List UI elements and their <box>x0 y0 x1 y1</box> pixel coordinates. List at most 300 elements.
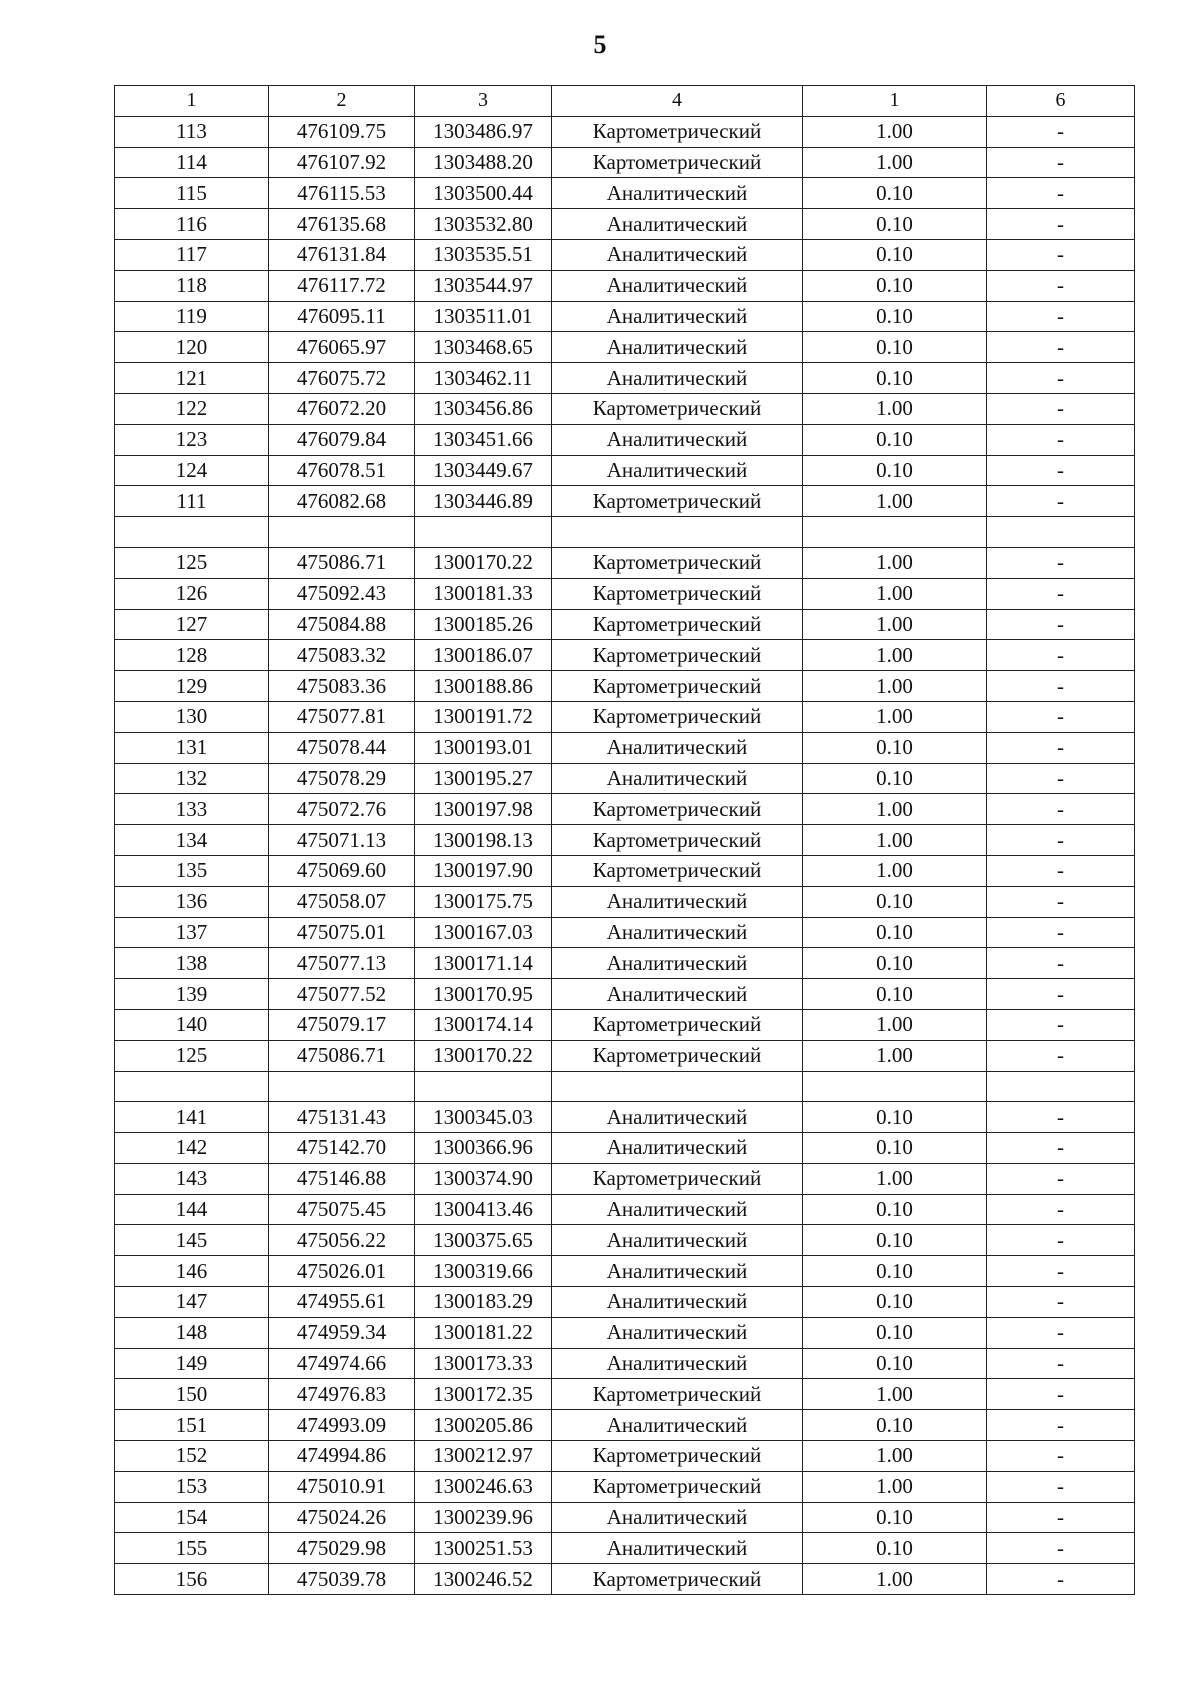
x-coordinate-cell <box>269 517 415 548</box>
point-number-cell: 135 <box>115 855 269 886</box>
accuracy-cell: 1.00 <box>803 1379 987 1410</box>
point-number-cell: 124 <box>115 455 269 486</box>
method-cell: Картометрический <box>552 794 803 825</box>
x-coordinate-cell: 475092.43 <box>269 578 415 609</box>
accuracy-cell: 0.10 <box>803 209 987 240</box>
method-cell: Аналитический <box>552 178 803 209</box>
table-row <box>115 671 1135 702</box>
table-row <box>115 1194 1135 1225</box>
accuracy-cell: 1.00 <box>803 1564 987 1595</box>
x-coordinate-cell: 476065.97 <box>269 332 415 363</box>
accuracy-cell: 0.10 <box>803 239 987 270</box>
accuracy-cell: 0.10 <box>803 1225 987 1256</box>
y-coordinate-cell: 1300205.86 <box>415 1410 552 1441</box>
note-cell: - <box>987 1317 1135 1348</box>
x-coordinate-cell: 475077.52 <box>269 979 415 1010</box>
x-coordinate-cell: 475079.17 <box>269 1009 415 1040</box>
y-coordinate-cell: 1303488.20 <box>415 147 552 178</box>
method-cell: Картометрический <box>552 825 803 856</box>
y-coordinate-cell: 1300251.53 <box>415 1533 552 1564</box>
y-coordinate-cell: 1300197.98 <box>415 794 552 825</box>
note-cell: - <box>987 1287 1135 1318</box>
x-coordinate-cell: 475142.70 <box>269 1133 415 1164</box>
table-row <box>115 363 1135 394</box>
table-header <box>115 86 1135 117</box>
point-number-cell: 142 <box>115 1133 269 1164</box>
note-cell: - <box>987 578 1135 609</box>
note-cell: - <box>987 1256 1135 1287</box>
table-row <box>115 1040 1135 1071</box>
y-coordinate-cell: 1300181.22 <box>415 1317 552 1348</box>
accuracy-cell: 1.00 <box>803 609 987 640</box>
note-cell: - <box>987 794 1135 825</box>
table-row <box>115 640 1135 671</box>
method-cell: Аналитический <box>552 979 803 1010</box>
y-coordinate-cell: 1303446.89 <box>415 486 552 517</box>
method-cell: Картометрический <box>552 393 803 424</box>
x-coordinate-cell: 476107.92 <box>269 147 415 178</box>
method-cell <box>552 517 803 548</box>
y-coordinate-cell: 1300167.03 <box>415 917 552 948</box>
table-row <box>115 1225 1135 1256</box>
y-coordinate-cell <box>415 517 552 548</box>
method-cell: Аналитический <box>552 1256 803 1287</box>
y-coordinate-cell: 1300246.63 <box>415 1471 552 1502</box>
method-cell: Картометрический <box>552 578 803 609</box>
y-coordinate-cell: 1300413.46 <box>415 1194 552 1225</box>
table-row <box>115 270 1135 301</box>
point-number-cell: 155 <box>115 1533 269 1564</box>
note-cell: - <box>987 1009 1135 1040</box>
method-cell: Картометрический <box>552 1040 803 1071</box>
point-number-cell: 138 <box>115 948 269 979</box>
point-number-cell: 143 <box>115 1163 269 1194</box>
table-row <box>115 1533 1135 1564</box>
note-cell: - <box>987 948 1135 979</box>
point-number-cell: 137 <box>115 917 269 948</box>
x-coordinate-cell: 475029.98 <box>269 1533 415 1564</box>
header-cell-col-5: 1 <box>803 86 987 117</box>
method-cell: Аналитический <box>552 886 803 917</box>
accuracy-cell: 1.00 <box>803 578 987 609</box>
table-row <box>115 609 1135 640</box>
accuracy-cell: 1.00 <box>803 116 987 147</box>
table-row <box>115 855 1135 886</box>
accuracy-cell: 0.10 <box>803 1194 987 1225</box>
note-cell: - <box>987 609 1135 640</box>
y-coordinate-cell: 1300170.22 <box>415 1040 552 1071</box>
accuracy-cell: 0.10 <box>803 1287 987 1318</box>
x-coordinate-cell: 475010.91 <box>269 1471 415 1502</box>
x-coordinate-cell: 474976.83 <box>269 1379 415 1410</box>
point-number-cell: 146 <box>115 1256 269 1287</box>
y-coordinate-cell: 1300181.33 <box>415 578 552 609</box>
note-cell: - <box>987 455 1135 486</box>
note-cell: - <box>987 547 1135 578</box>
table-row <box>115 239 1135 270</box>
table-row <box>115 301 1135 332</box>
accuracy-cell: 0.10 <box>803 332 987 363</box>
header-cell-col-2: 2 <box>269 86 415 117</box>
accuracy-cell: 0.10 <box>803 979 987 1010</box>
table-row <box>115 332 1135 363</box>
table-row <box>115 1102 1135 1133</box>
accuracy-cell: 1.00 <box>803 825 987 856</box>
note-cell: - <box>987 363 1135 394</box>
y-coordinate-cell: 1300198.13 <box>415 825 552 856</box>
y-coordinate-cell: 1303486.97 <box>415 116 552 147</box>
point-number-cell: 115 <box>115 178 269 209</box>
point-number-cell: 125 <box>115 1040 269 1071</box>
y-coordinate-cell: 1300170.22 <box>415 547 552 578</box>
point-number-cell: 141 <box>115 1102 269 1133</box>
table-row <box>115 486 1135 517</box>
table-row <box>115 1441 1135 1472</box>
method-cell: Аналитический <box>552 1348 803 1379</box>
accuracy-cell: 1.00 <box>803 855 987 886</box>
note-cell: - <box>987 1348 1135 1379</box>
point-number-cell: 127 <box>115 609 269 640</box>
x-coordinate-cell: 474959.34 <box>269 1317 415 1348</box>
note-cell: - <box>987 640 1135 671</box>
note-cell: - <box>987 886 1135 917</box>
note-cell: - <box>987 1533 1135 1564</box>
point-number-cell: 133 <box>115 794 269 825</box>
table-row <box>115 917 1135 948</box>
accuracy-cell <box>803 517 987 548</box>
x-coordinate-cell: 474994.86 <box>269 1441 415 1472</box>
note-cell: - <box>987 1441 1135 1472</box>
point-number-cell: 123 <box>115 424 269 455</box>
table-row <box>115 1379 1135 1410</box>
table-body <box>115 116 1135 1594</box>
note-cell: - <box>987 1194 1135 1225</box>
y-coordinate-cell: 1300183.29 <box>415 1287 552 1318</box>
table-row <box>115 1256 1135 1287</box>
x-coordinate-cell: 475083.32 <box>269 640 415 671</box>
method-cell: Аналитический <box>552 301 803 332</box>
y-coordinate-cell: 1300172.35 <box>415 1379 552 1410</box>
y-coordinate-cell: 1300212.97 <box>415 1441 552 1472</box>
accuracy-cell: 0.10 <box>803 1256 987 1287</box>
note-cell: - <box>987 1410 1135 1441</box>
x-coordinate-cell: 474993.09 <box>269 1410 415 1441</box>
x-coordinate-cell: 476082.68 <box>269 486 415 517</box>
y-coordinate-cell: 1300186.07 <box>415 640 552 671</box>
method-cell: Картометрический <box>552 1471 803 1502</box>
note-cell: - <box>987 486 1135 517</box>
accuracy-cell: 0.10 <box>803 270 987 301</box>
x-coordinate-cell: 475084.88 <box>269 609 415 640</box>
y-coordinate-cell: 1303468.65 <box>415 332 552 363</box>
y-coordinate-cell <box>415 1071 552 1102</box>
x-coordinate-cell: 475078.29 <box>269 763 415 794</box>
point-number-cell: 149 <box>115 1348 269 1379</box>
accuracy-cell: 0.10 <box>803 886 987 917</box>
method-cell: Картометрический <box>552 855 803 886</box>
table-row <box>115 547 1135 578</box>
method-cell: Картометрический <box>552 1441 803 1472</box>
x-coordinate-cell: 475131.43 <box>269 1102 415 1133</box>
accuracy-cell: 0.10 <box>803 178 987 209</box>
note-cell: - <box>987 393 1135 424</box>
y-coordinate-cell: 1303511.01 <box>415 301 552 332</box>
table-row <box>115 116 1135 147</box>
y-coordinate-cell: 1300174.14 <box>415 1009 552 1040</box>
point-number-cell: 154 <box>115 1502 269 1533</box>
x-coordinate-cell: 476075.72 <box>269 363 415 394</box>
note-cell: - <box>987 1102 1135 1133</box>
accuracy-cell: 1.00 <box>803 794 987 825</box>
point-number-cell <box>115 1071 269 1102</box>
accuracy-cell: 1.00 <box>803 393 987 424</box>
point-number-cell: 151 <box>115 1410 269 1441</box>
table-row <box>115 1502 1135 1533</box>
table-row <box>115 794 1135 825</box>
x-coordinate-cell: 475077.13 <box>269 948 415 979</box>
method-cell: Картометрический <box>552 609 803 640</box>
accuracy-cell: 1.00 <box>803 1040 987 1071</box>
point-number-cell: 129 <box>115 671 269 702</box>
point-number-cell: 156 <box>115 1564 269 1595</box>
method-cell: Аналитический <box>552 948 803 979</box>
accuracy-cell: 1.00 <box>803 147 987 178</box>
note-cell: - <box>987 763 1135 794</box>
x-coordinate-cell: 476079.84 <box>269 424 415 455</box>
table-row <box>115 732 1135 763</box>
accuracy-cell: 1.00 <box>803 1441 987 1472</box>
table-row <box>115 701 1135 732</box>
header-cell-col-3: 3 <box>415 86 552 117</box>
accuracy-cell: 1.00 <box>803 1163 987 1194</box>
y-coordinate-cell: 1300195.27 <box>415 763 552 794</box>
note-cell: - <box>987 701 1135 732</box>
point-number-cell: 130 <box>115 701 269 732</box>
y-coordinate-cell: 1300170.95 <box>415 979 552 1010</box>
table-row <box>115 948 1135 979</box>
method-cell: Аналитический <box>552 363 803 394</box>
header-cell-col-4: 4 <box>552 86 803 117</box>
accuracy-cell: 1.00 <box>803 547 987 578</box>
method-cell: Аналитический <box>552 332 803 363</box>
y-coordinate-cell: 1300173.33 <box>415 1348 552 1379</box>
x-coordinate-cell: 476072.20 <box>269 393 415 424</box>
point-number-cell: 125 <box>115 547 269 578</box>
accuracy-cell: 0.10 <box>803 948 987 979</box>
method-cell: Аналитический <box>552 209 803 240</box>
y-coordinate-cell: 1300171.14 <box>415 948 552 979</box>
method-cell: Аналитический <box>552 1102 803 1133</box>
y-coordinate-cell: 1300366.96 <box>415 1133 552 1164</box>
point-number-cell: 152 <box>115 1441 269 1472</box>
point-number-cell: 119 <box>115 301 269 332</box>
accuracy-cell: 0.10 <box>803 301 987 332</box>
note-cell: - <box>987 671 1135 702</box>
x-coordinate-cell: 475075.01 <box>269 917 415 948</box>
table-row <box>115 455 1135 486</box>
method-cell: Картометрический <box>552 671 803 702</box>
accuracy-cell: 1.00 <box>803 1471 987 1502</box>
note-cell: - <box>987 147 1135 178</box>
method-cell: Аналитический <box>552 732 803 763</box>
method-cell: Картометрический <box>552 486 803 517</box>
y-coordinate-cell: 1300185.26 <box>415 609 552 640</box>
x-coordinate-cell: 474955.61 <box>269 1287 415 1318</box>
table-row <box>115 1133 1135 1164</box>
accuracy-cell: 0.10 <box>803 1133 987 1164</box>
note-cell: - <box>987 1564 1135 1595</box>
note-cell: - <box>987 301 1135 332</box>
x-coordinate-cell <box>269 1071 415 1102</box>
point-number-cell: 131 <box>115 732 269 763</box>
method-cell: Картометрический <box>552 1163 803 1194</box>
method-cell: Аналитический <box>552 1225 803 1256</box>
table-row <box>115 1287 1135 1318</box>
note-cell: - <box>987 1163 1135 1194</box>
table-row <box>115 1317 1135 1348</box>
x-coordinate-cell: 476109.75 <box>269 116 415 147</box>
point-number-cell: 132 <box>115 763 269 794</box>
table-row <box>115 1564 1135 1595</box>
method-cell: Аналитический <box>552 763 803 794</box>
accuracy-cell: 0.10 <box>803 1348 987 1379</box>
point-number-cell: 147 <box>115 1287 269 1318</box>
y-coordinate-cell: 1303462.11 <box>415 363 552 394</box>
header-cell-col-6: 6 <box>987 86 1135 117</box>
y-coordinate-cell: 1300375.65 <box>415 1225 552 1256</box>
table-row <box>115 825 1135 856</box>
note-cell: - <box>987 825 1135 856</box>
method-cell: Аналитический <box>552 1410 803 1441</box>
note-cell: - <box>987 209 1135 240</box>
method-cell: Аналитический <box>552 1287 803 1318</box>
note-cell: - <box>987 239 1135 270</box>
x-coordinate-cell: 474974.66 <box>269 1348 415 1379</box>
x-coordinate-cell: 475083.36 <box>269 671 415 702</box>
method-cell: Аналитический <box>552 270 803 301</box>
separator-row <box>115 1071 1135 1102</box>
note-cell: - <box>987 979 1135 1010</box>
note-cell: - <box>987 732 1135 763</box>
table-row <box>115 1348 1135 1379</box>
point-number-cell: 122 <box>115 393 269 424</box>
x-coordinate-cell: 476115.53 <box>269 178 415 209</box>
accuracy-cell: 1.00 <box>803 640 987 671</box>
method-cell: Аналитический <box>552 917 803 948</box>
method-cell: Картометрический <box>552 640 803 671</box>
table-row <box>115 393 1135 424</box>
point-number-cell: 148 <box>115 1317 269 1348</box>
point-number-cell: 121 <box>115 363 269 394</box>
point-number-cell <box>115 517 269 548</box>
x-coordinate-cell: 475069.60 <box>269 855 415 886</box>
method-cell: Картометрический <box>552 1009 803 1040</box>
point-number-cell: 114 <box>115 147 269 178</box>
x-coordinate-cell: 475086.71 <box>269 1040 415 1071</box>
table-row <box>115 424 1135 455</box>
accuracy-cell: 0.10 <box>803 1410 987 1441</box>
table-row <box>115 1471 1135 1502</box>
x-coordinate-cell: 475058.07 <box>269 886 415 917</box>
y-coordinate-cell: 1300345.03 <box>415 1102 552 1133</box>
method-cell: Аналитический <box>552 1133 803 1164</box>
accuracy-cell: 0.10 <box>803 917 987 948</box>
accuracy-cell: 0.10 <box>803 363 987 394</box>
note-cell: - <box>987 855 1135 886</box>
method-cell: Аналитический <box>552 239 803 270</box>
point-number-cell: 120 <box>115 332 269 363</box>
y-coordinate-cell: 1303451.66 <box>415 424 552 455</box>
method-cell: Картометрический <box>552 1379 803 1410</box>
note-cell: - <box>987 1133 1135 1164</box>
note-cell: - <box>987 116 1135 147</box>
method-cell: Картометрический <box>552 116 803 147</box>
point-number-cell: 140 <box>115 1009 269 1040</box>
accuracy-cell: 1.00 <box>803 486 987 517</box>
x-coordinate-cell: 475071.13 <box>269 825 415 856</box>
method-cell: Аналитический <box>552 424 803 455</box>
table-row <box>115 178 1135 209</box>
accuracy-cell: 0.10 <box>803 455 987 486</box>
point-number-cell: 136 <box>115 886 269 917</box>
x-coordinate-cell: 475024.26 <box>269 1502 415 1533</box>
accuracy-cell: 1.00 <box>803 701 987 732</box>
accuracy-cell <box>803 1071 987 1102</box>
x-coordinate-cell: 475026.01 <box>269 1256 415 1287</box>
table-row <box>115 886 1135 917</box>
note-cell: - <box>987 1502 1135 1533</box>
accuracy-cell: 1.00 <box>803 1009 987 1040</box>
point-number-cell: 145 <box>115 1225 269 1256</box>
y-coordinate-cell: 1300188.86 <box>415 671 552 702</box>
point-number-cell: 139 <box>115 979 269 1010</box>
point-number-cell: 126 <box>115 578 269 609</box>
note-cell: - <box>987 332 1135 363</box>
note-cell <box>987 517 1135 548</box>
point-number-cell: 153 <box>115 1471 269 1502</box>
page-number: 5 <box>593 30 607 59</box>
point-number-cell: 113 <box>115 116 269 147</box>
note-cell: - <box>987 1225 1135 1256</box>
x-coordinate-cell: 475056.22 <box>269 1225 415 1256</box>
y-coordinate-cell: 1303544.97 <box>415 270 552 301</box>
y-coordinate-cell: 1303449.67 <box>415 455 552 486</box>
x-coordinate-cell: 475146.88 <box>269 1163 415 1194</box>
table-row <box>115 1163 1135 1194</box>
note-cell <box>987 1071 1135 1102</box>
method-cell: Аналитический <box>552 1502 803 1533</box>
accuracy-cell: 0.10 <box>803 1502 987 1533</box>
note-cell: - <box>987 1379 1135 1410</box>
method-cell: Аналитический <box>552 1533 803 1564</box>
point-number-cell: 134 <box>115 825 269 856</box>
y-coordinate-cell: 1303532.80 <box>415 209 552 240</box>
x-coordinate-cell: 476095.11 <box>269 301 415 332</box>
note-cell: - <box>987 178 1135 209</box>
accuracy-cell: 0.10 <box>803 763 987 794</box>
x-coordinate-cell: 476131.84 <box>269 239 415 270</box>
y-coordinate-cell: 1303456.86 <box>415 393 552 424</box>
accuracy-cell: 0.10 <box>803 424 987 455</box>
accuracy-cell: 0.10 <box>803 732 987 763</box>
y-coordinate-cell: 1300193.01 <box>415 732 552 763</box>
table-row <box>115 763 1135 794</box>
note-cell: - <box>987 270 1135 301</box>
x-coordinate-cell: 475077.81 <box>269 701 415 732</box>
point-number-cell: 118 <box>115 270 269 301</box>
accuracy-cell: 0.10 <box>803 1102 987 1133</box>
y-coordinate-cell: 1303500.44 <box>415 178 552 209</box>
